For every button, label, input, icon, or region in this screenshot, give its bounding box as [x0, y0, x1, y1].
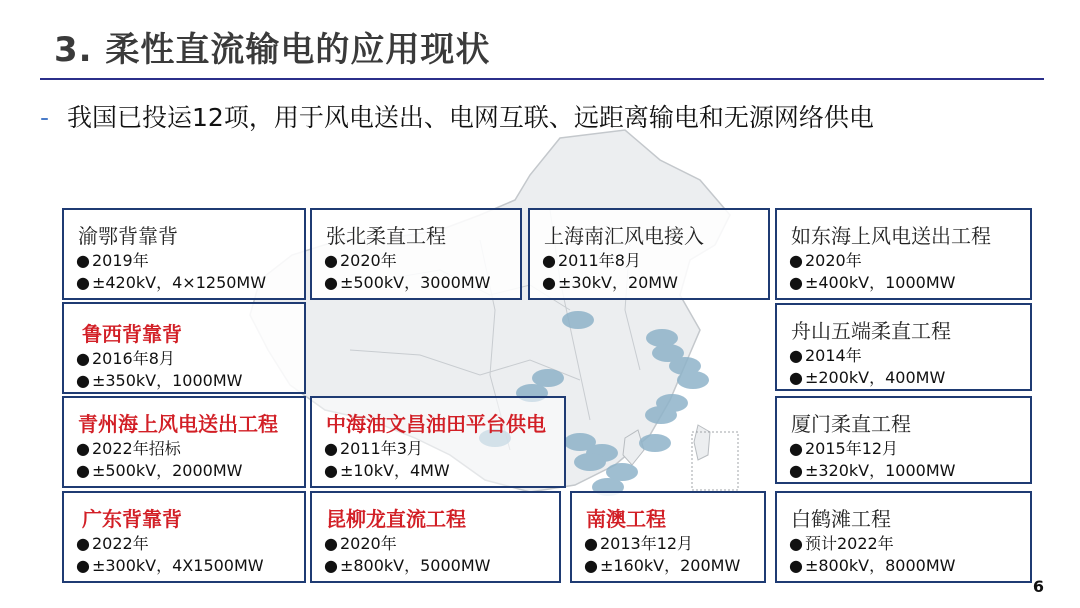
bullet-dot-icon: ● [789, 273, 803, 292]
project-name: 广东背靠背 [82, 507, 182, 531]
bullet-dot-icon: ● [76, 251, 90, 270]
project-name: 如东海上风电送出工程 [791, 224, 991, 248]
bullet-dot-icon: ● [76, 556, 90, 575]
project-name: 厦门柔直工程 [791, 412, 911, 436]
project-date: 2022年 [91, 534, 149, 553]
bullet-dot-icon: ● [789, 251, 803, 270]
project-name: 渝鄂背靠背 [78, 224, 178, 248]
project-name: 上海南汇风电接入 [544, 224, 704, 248]
bullet-dot-icon: ● [76, 439, 90, 458]
project-date: 预计2022年 [804, 534, 894, 553]
project-rating: ±800kV，5000MW [339, 556, 491, 575]
bullet-dot-icon: ● [789, 556, 803, 575]
title-divider [40, 78, 1044, 80]
intro-text: 我国已投运12项，用于风电送出、电网互联、远距离输电和无源网络供电 [67, 103, 874, 132]
bullet-dot-icon: ● [789, 534, 803, 553]
project-date: 2020年 [804, 251, 862, 270]
project-card-kunliulong [310, 491, 561, 583]
bullet-dot-icon: ● [324, 273, 338, 292]
project-rating: ±300kV，4X1500MW [91, 556, 264, 575]
project-rating: ±350kV，1000MW [91, 371, 243, 390]
bullet-dot-icon: ● [324, 556, 338, 575]
project-date: 2011年3月 [339, 439, 423, 458]
bullet-dot-icon: ● [542, 273, 556, 292]
page-title: 3. 柔性直流输电的应用现状 [54, 30, 491, 70]
project-name: 鲁西背靠背 [82, 322, 182, 346]
project-date: 2019年 [91, 251, 149, 270]
project-card-zhoushan [775, 303, 1032, 391]
project-rating: ±500kV，3000MW [339, 273, 491, 292]
project-date: 2011年8月 [557, 251, 641, 270]
bullet-dot-icon: ● [324, 534, 338, 553]
bullet-dot-icon: ● [789, 346, 803, 365]
bullet-dot-icon: ● [324, 461, 338, 480]
project-rating: ±800kV，8000MW [804, 556, 956, 575]
bullet-dot-icon: ● [76, 273, 90, 292]
bullet-dot-icon: ● [584, 534, 598, 553]
bullet-dot-icon: ● [789, 439, 803, 458]
project-rating: ±30kV，20MW [557, 273, 678, 292]
project-date: 2015年12月 [804, 439, 899, 458]
project-card-zhangbei [310, 208, 522, 300]
project-date: 2014年 [804, 346, 862, 365]
project-rating: ±10kV，4MW [339, 461, 450, 480]
project-card-guangdong [62, 491, 306, 583]
project-name: 白鹤滩工程 [791, 507, 891, 531]
project-card-nanhui [528, 208, 770, 300]
project-name: 舟山五端柔直工程 [791, 319, 951, 343]
project-rating: ±400kV，1000MW [804, 273, 956, 292]
project-card-xiamen [775, 396, 1032, 484]
project-name: 南澳工程 [586, 507, 666, 531]
project-card-wenchang [310, 396, 566, 488]
bullet-dot-icon: ● [76, 371, 90, 390]
bullet-dot-icon: ● [324, 439, 338, 458]
bullet-dot-icon: ● [324, 251, 338, 270]
project-rating: ±320kV，1000MW [804, 461, 956, 480]
project-rating: ±420kV，4×1250MW [91, 273, 267, 292]
project-rating: ±500kV，2000MW [91, 461, 243, 480]
bullet-dot-icon: ● [76, 349, 90, 368]
project-name: 张北柔直工程 [326, 224, 446, 248]
project-date: 2022年招标 [91, 439, 181, 458]
project-date: 2013年12月 [599, 534, 694, 553]
project-date: 2020年 [339, 534, 397, 553]
project-date: 2016年8月 [91, 349, 175, 368]
project-card-yue-e [62, 208, 306, 300]
project-rating: ±160kV，200MW [599, 556, 741, 575]
bullet-dot-icon: ● [76, 534, 90, 553]
project-card-qingzhou [62, 396, 306, 488]
bullet-dot-icon: ● [542, 251, 556, 270]
project-date: 2020年 [339, 251, 397, 270]
project-rating: ±200kV，400MW [804, 368, 946, 387]
page-number: 6 [1032, 577, 1044, 596]
bullet-dot-icon: ● [76, 461, 90, 480]
project-name: 青州海上风电送出工程 [78, 412, 278, 436]
project-card-luxi [62, 302, 306, 394]
project-card-rudong [775, 208, 1032, 300]
project-name: 中海油文昌油田平台供电 [326, 412, 546, 436]
bullet-dot-icon: ● [584, 556, 598, 575]
project-card-nanao [570, 491, 766, 583]
bullet-dot-icon: ● [789, 368, 803, 387]
dash-icon: - [40, 103, 50, 132]
project-card-baihetan [775, 491, 1032, 583]
project-name: 昆柳龙直流工程 [326, 507, 466, 531]
bullet-dot-icon: ● [789, 461, 803, 480]
